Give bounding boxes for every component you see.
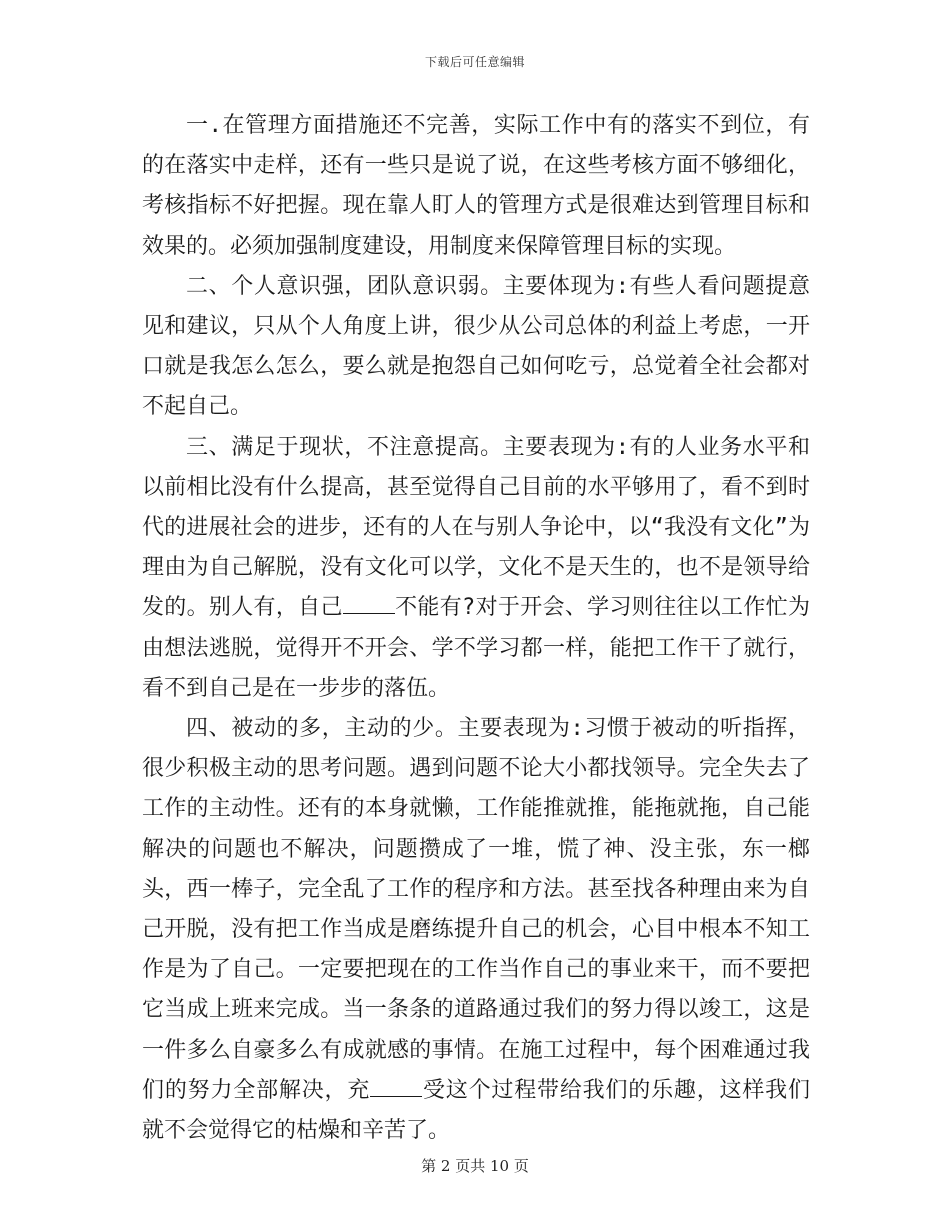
page-number: 第 2 页共 10 页 <box>421 1157 529 1175</box>
paragraph-4-part-1: 四、被动的多，主动的少。主要表现为:习惯于被动的听指挥，很少积极主动的思考问题。遇到问题不论大小都找领导。完全失去了工作的主动性。还有的本身就懒，工作能推就推，能拖就拖，自己能解决的问题也不解决，问题攒成了一堆，慌了神、没主张，东一榔头，西一棒子，完全乱了工作的程序和方法。甚至找各种理由来为自己开脱，没有把工作当成是磨练提升自己的机会，心目中根本不知工作是为了自己。一定要把现在的工作当作自己的事业来干，而不要把它当成上班来完成。当一条条的道路通过我们的努力得以竣工，这是一件多么自豪多么有成就感的事情。在施工过程中，每个困难通过我们的努力全部解决，充 <box>142 716 810 1103</box>
page-header: 下载后可任意编辑 <box>424 55 525 69</box>
fill-in-blank <box>370 1078 422 1097</box>
paragraph-4 <box>142 709 810 1151</box>
document-body <box>142 106 810 1151</box>
paragraph-1: 一.在管理方面措施还不完善，实际工作中有的落实不到位，有的在落实中走样，还有一些只是说了说，在这些考核方面不够细化，考核指标不好把握。现在靠人盯人的管理方式是很难达到管理目标和效果的。必须加强制度建设，用制度来保障管理目标的实现。 <box>142 113 810 259</box>
paragraph-3-part-2: 不能有?对于开会、学习则往往以工作忙为由想法逃脱，觉得开不开会、学不学习都一样，能把工作干了就行，看不到自己是在一步步的落伍。 <box>142 595 810 701</box>
paragraph-3 <box>142 428 810 709</box>
paragraph-3-part-1: 三、满足于现状，不注意提高。主要表现为:有的人业务水平和以前相比没有什么提高，甚至觉得自己目前的水平够用了，看不到时代的进展社会的进步，还有的人在与别人争论中，以“我没有文化”为理由为自己解脱，没有文化可以学，文化不是天生的，也不是领导给发的。别人有，自己 <box>142 434 810 621</box>
fill-in-blank <box>343 595 395 614</box>
paragraph-4-part-2: 受这个过程带给我们的乐趣，这样我们就不会觉得它的枯燥和辛苦了。 <box>142 1077 810 1144</box>
paragraph-2: 二、个人意识强，团队意识弱。主要体现为:有些人看问题提意见和建议，只从个人角度上讲，很少从公司总体的利益上考虑，一开口就是我怎么怎么，要么就是抱怨自己如何吃亏，总觉着全社会都对不起自己。 <box>142 273 810 420</box>
